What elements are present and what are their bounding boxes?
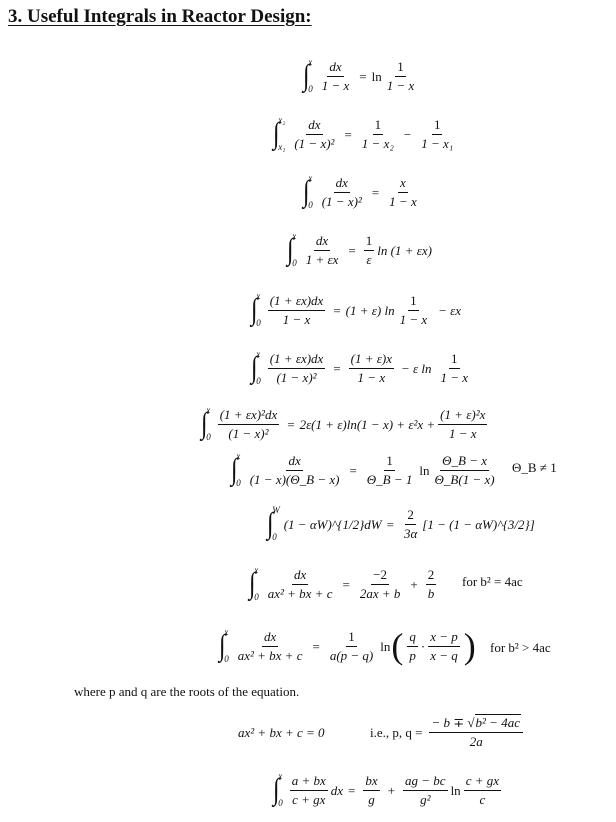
- integral-eq7: ∫ x 0 $\frac{\text{(1 + εx)²dx}}{\text{(1 − x)²}}$ = 2ε(1 + ε)ln(1 − x) + ε²x + $\frac{\text{(1 + ε)²x}}{1 - x}$: [200, 405, 486, 442]
- integral-eq4: ∫ x 0 $\frac{dx}{1 + \varepsilon x}$ = $\frac{1}{\varepsilon}$ ln (1 + εx): [286, 231, 432, 268]
- integral-sign: ∫ x 0: [230, 451, 241, 488]
- integral-sign: ∫ x 0: [302, 57, 313, 94]
- condition-distinct-roots: for b² > 4ac: [490, 640, 551, 655]
- integral-sign: ∫ x 0: [250, 349, 261, 386]
- roots-note: where p and q are the roots of the equation.: [74, 684, 300, 699]
- integral-sign: ∫ x 0: [218, 627, 229, 664]
- integral-eq8: ∫ x 0 $\frac{dx}{(1 - x)(\Theta\_B - x)}$ = $\frac{1}{\Theta\_B - 1}$ ln $\frac{\Theta\_B - x}{\Theta\_B(1 - x)}$: [230, 451, 495, 488]
- integral-sign: ∫ x 0: [302, 173, 313, 210]
- integral-eq11: ∫ x 0 $\frac{dx}{\text{ax² + bx + c}}$ = $\frac{1}{a(p - q)}$ ln ( $\frac{q}{p}$ · $\frac{x - p}{x - q}$ ): [218, 626, 476, 666]
- integral-sign: ∫ x 0: [286, 231, 297, 268]
- integral-eq5: ∫ x 0 $\frac{(1 + \varepsilon x)dx}{1 - x}$ = (1 + ε) ln $\frac{1}{1 - x}$ − εx: [250, 291, 462, 328]
- integral-sign: ∫ x 0: [200, 405, 211, 442]
- integral-sign: ∫ x 0: [272, 771, 283, 808]
- integral-eq2: ∫ x₂ x₁ $\frac{dx}{\text{(1 − x)²}}$ = $\frac{1}{\text{1 − x₂}}$ − $\frac{1}{\text{1 − x₁}}$: [272, 115, 454, 152]
- integral-last: ∫ x 0 $\frac{a + bx}{c + gx}$ dx = $\frac{bx}{g}$ + $\frac{ag - bc}{\text{g²}}$ ln $\frac{c + gx}{c}$: [272, 771, 499, 808]
- integral-sign: ∫ x 0: [248, 565, 259, 602]
- integral-eq1: ∫ x 0 $\frac{dx}{1 - x}$ = ln $\frac{1}{1 - x}$: [302, 57, 415, 94]
- integral-eq10: ∫ x 0 $\frac{dx}{\text{ax² + bx + c}}$ = $\frac{-2}{2ax + b}$ + $\frac{2}{b}$: [248, 565, 435, 602]
- condition-theta: Θ_B ≠ 1: [512, 460, 557, 475]
- integral-sign: ∫ x 0: [250, 291, 261, 328]
- quadratic-roots: i.e., p, q = $\frac{\text{− b ∓ √b² − 4ac}}{2a}$: [370, 716, 526, 748]
- integral-eq3: ∫ x 0 $\frac{dx}{\text{(1 − x)²}}$ = $\frac{x}{1 - x}$: [302, 173, 417, 210]
- condition-equal-roots: for b² = 4ac: [462, 574, 523, 589]
- integral-sign: ∫ x₂ x₁: [272, 115, 286, 152]
- integral-eq9: ∫ W 0 (1 − αW)^{1/2}dW = $\frac{2}{3\alpha}$ [1 − (1 − αW)^{3/2}]: [266, 505, 535, 542]
- page-title: 3. Useful Integrals in Reactor Design:: [8, 6, 312, 27]
- quadratic-equation: ax² + bx + c = 0: [238, 725, 325, 740]
- integral-eq6: ∫ x 0 $\frac{(1 + \varepsilon x)dx}{\text{(1 − x)²}}$ = $\frac{(1 + \varepsilon)x}{1 - x}$ − ε ln $\frac{1}{1 - x}$: [250, 349, 469, 386]
- integral-sign: ∫ W 0: [266, 505, 280, 542]
